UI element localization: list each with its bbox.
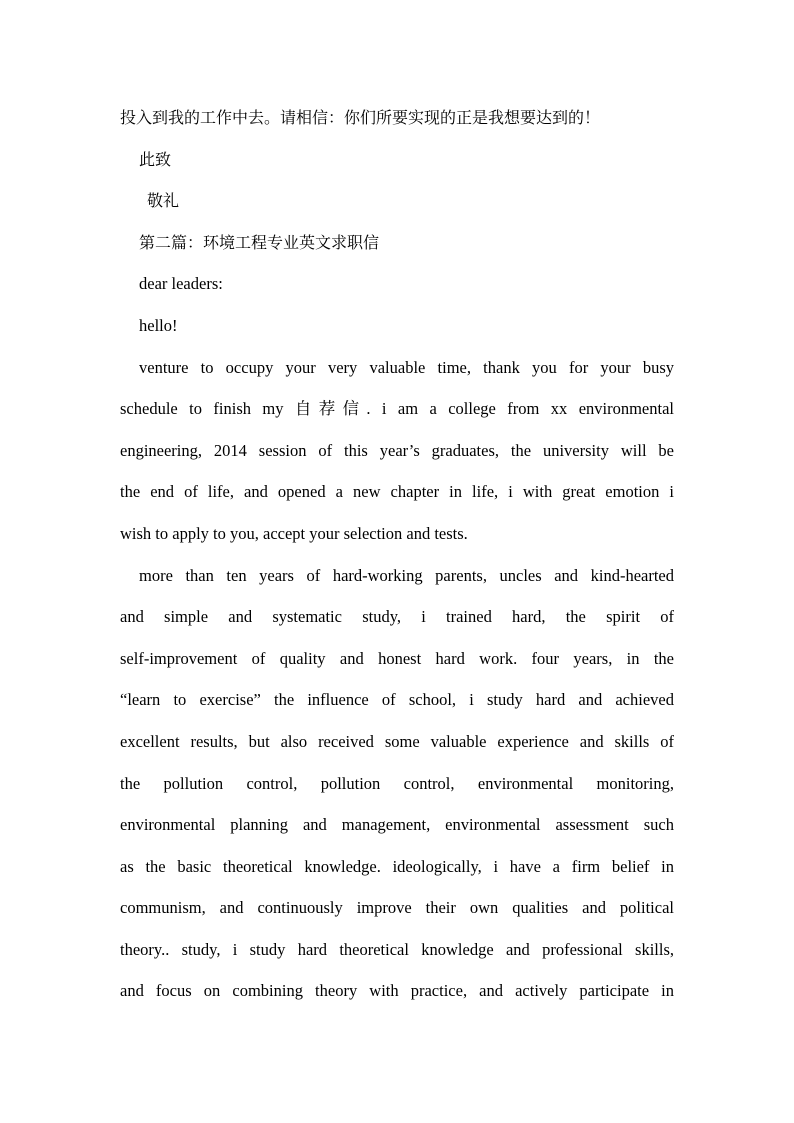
paragraph-line: the end of life, and opened a new chapter in life, i with great emotion i xyxy=(120,482,674,502)
paragraph-line: excellent results, but also received some valuable experience and skills of xyxy=(120,731,674,751)
letter-body xyxy=(120,97,674,1012)
section-heading: 第二篇：环境工程专业英文求职信 xyxy=(139,232,380,252)
greeting-hello: hello! xyxy=(139,315,178,335)
paragraph-line: theory.. study, i study hard theoretical knowledge and professional skills, xyxy=(120,939,674,959)
closing-sentence: 投入到我的工作中去。请相信：你们所要实现的正是我想要达到的！ xyxy=(120,108,601,127)
paragraph-line: venture to occupy your very valuable time, thank you for your busy xyxy=(139,357,674,377)
paragraph-line: schedule to finish my 自荐信. i am a college from xx environmental xyxy=(120,399,674,419)
paragraph-line: “learn to exercise” the influence of school, i study hard and achieved xyxy=(120,690,674,710)
paragraph-line: and focus on combining theory with practice, and actively participate in xyxy=(120,981,674,1001)
paragraph-line: self-improvement of quality and honest hard work. four years, in the xyxy=(120,648,674,668)
paragraph-line: as the basic theoretical knowledge. ideologically, i have a firm belief in xyxy=(120,856,674,876)
paragraph-line: wish to apply to you, accept your selection and tests. xyxy=(120,523,468,543)
paragraph-line: engineering, 2014 session of this year’s graduates, the university will be xyxy=(120,440,674,460)
paragraph-line: the pollution control, pollution control, environmental monitoring, xyxy=(120,773,674,793)
paragraph-line: more than ten years of hard-working parents, uncles and kind-hearted xyxy=(139,565,674,585)
greeting-dear-leaders: dear leaders: xyxy=(139,274,223,294)
salutation-jingli: 敬礼 xyxy=(147,191,180,211)
salutation-cizhi: 此致 xyxy=(139,149,172,169)
paragraph-line: environmental planning and management, environmental assessment such xyxy=(120,815,674,835)
paragraph-line: and simple and systematic study, i trained hard, the spirit of xyxy=(120,607,674,627)
paragraph-line: communism, and continuously improve their own qualities and political xyxy=(120,898,674,918)
